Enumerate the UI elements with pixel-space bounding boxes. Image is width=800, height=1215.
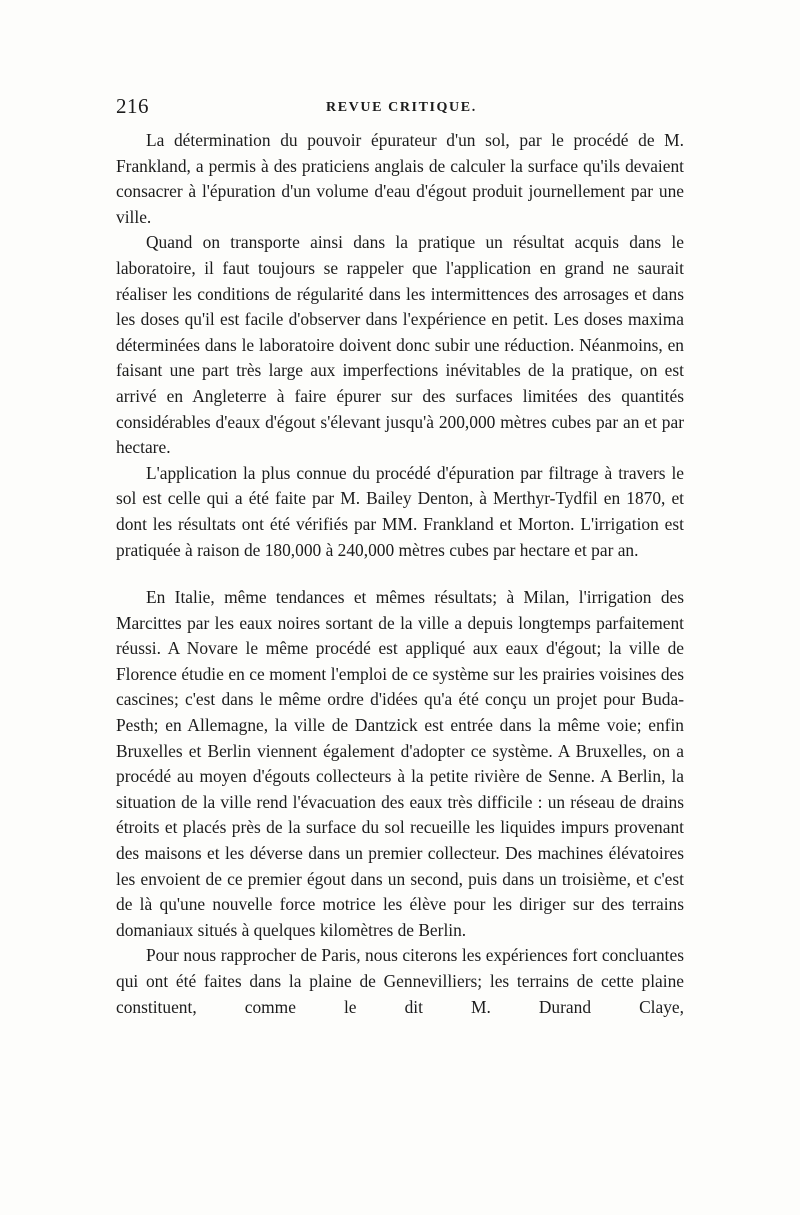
paragraph-italy-germany: En Italie, même tendances et mêmes résultats; à Milan, l'irrigation des Marcittes par les eaux noires sortant de la ville a depuis longtemps parfaitement réussi. A Novare le même procédé est appliqué aux eaux d'égout; la ville de Florence étudie en ce moment l'emploi de ce système sur les prairies voisines des cascines; c'est dans le même ordre d'idées qu'a été conçu un projet pour Buda-Pesth; en Allemagne, la ville de Dantzick est entrée dans la même voie; enfin Bruxelles et Berlin viennent également d'adopter ce système. A Bruxelles, on a procédé au moyen d'égouts collecteurs à la petite rivière de Senne. A Berlin, la situation de la ville rend l'évacuation des eaux très difficile : un réseau de drains étroits et placés près de la surface du sol recueille les liquides impurs provenant des maisons et les déverse dans un premier collecteur. Des machines élévatoires les envoient de ce premier égout dans un second, puis dans un troisième, et c'est de là qu'une nouvelle force motrice les élève pour les diriger sur des terrains domaniaux situés à quelques kilomètres de Berlin.	[116, 587, 684, 940]
paragraph-practical-application: Quand on transporte ainsi dans la pratique un résultat acquis dans le laboratoire, il faut toujours se rappeler que l'application en grand ne saurait réaliser les conditions de régularité dans les intermittences des arrosages et dans les doses qu'il est facile d'observer dans l'expérience en petit. Les doses maxima déterminées dans le laboratoire doivent donc subir une réduction. Néanmoins, en faisant une part très large aux imperfections inévitables de la pratique, on est arrivé en Angleterre à faire épurer sur des surfaces limitées des quantités considérables d'eaux d'égout s'élevant jusqu'à 200,000 mètres cubes par an et par hectare.	[116, 232, 684, 458]
paragraph-merthyr-tydfil: L'application la plus connue du procédé d'épuration par filtrage à travers le sol est celle qui a été faite par M. Bailey Denton, à Merthyr-Tydfil en 1870, et dont les résultats ont été vérifiés par MM. Frankland et Morton. L'irrigation est pratiquée à raison de 180,000 à 240,000 mètres cubes par hectare et par an.	[116, 462, 684, 560]
running-head: REVUE CRITIQUE.	[326, 100, 477, 115]
page-header	[116, 94, 684, 124]
body-text	[116, 128, 684, 1020]
paragraph-gennevilliers: Pour nous rapprocher de Paris, nous citerons les expériences fort concluantes qui ont été faites dans la plaine de Gennevilliers; les terrains de cette plaine constituent, comme le dit M. Durand Claye,	[116, 945, 684, 1017]
paragraph-filtration-method: La détermination du pouvoir épurateur d'un sol, par le procédé de M. Frankland, a permis à des praticiens anglais de calculer la surface qu'ils devaient consacrer à l'épuration d'un volume d'eau d'égout produit journellement par une ville.	[116, 130, 684, 227]
page-number: 216	[116, 94, 149, 118]
